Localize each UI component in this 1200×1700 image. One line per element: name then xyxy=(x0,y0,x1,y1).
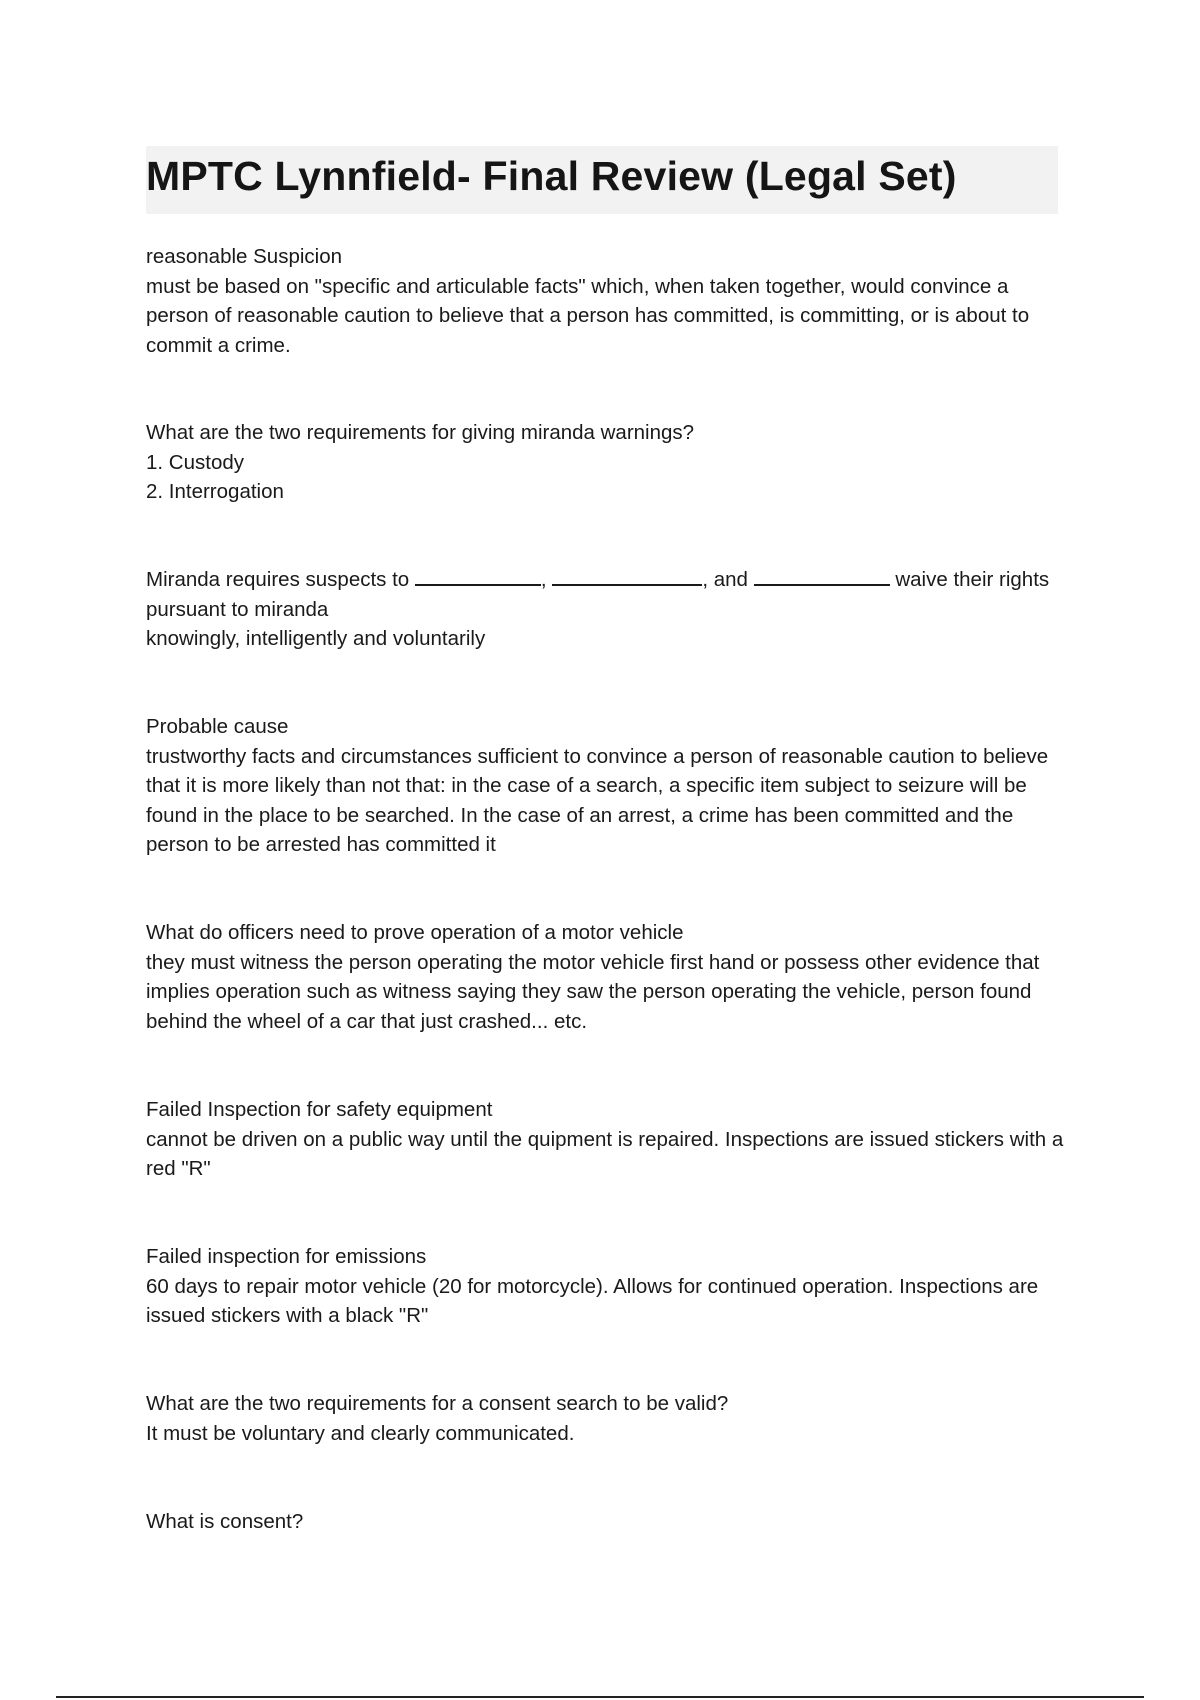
card-term-text: , xyxy=(540,568,547,591)
card-term: What do officers need to prove operation of a motor vehicle xyxy=(146,921,684,944)
card-definition-item: 1. Custody xyxy=(146,450,244,474)
flashcard-operation-of-vehicle xyxy=(146,918,1066,1036)
fill-in-blank xyxy=(552,565,702,586)
flashcard-consent-search xyxy=(146,1389,1066,1448)
card-term: What is consent? xyxy=(146,1510,304,1533)
card-definition: trustworthy facts and circumstances sufficient to convince a person of reasonable caution to believe that it is more likely than not that: in the case of a search, a specific item subject to seizure will be found in the place to be searched. In the case of an arrest, a crime has been committed and the person to be arrested has committed it xyxy=(146,744,1049,856)
page-footer-divider xyxy=(56,1696,1144,1698)
page-title-banner xyxy=(146,146,1058,214)
card-term: What are the two requirements for giving miranda warnings? xyxy=(146,421,695,444)
card-definition: must be based on "specific and articulable facts" which, when taken together, would convince a person of reasonable caution to believe that a person has committed, is committing, or is about to commit a crime. xyxy=(146,274,1030,357)
card-term: What are the two requirements for a consent search to be valid? xyxy=(146,1392,729,1415)
card-term xyxy=(146,565,1066,624)
card-term-text: , and xyxy=(702,568,748,591)
card-definition: cannot be driven on a public way until the quipment is repaired. Inspections are issued stickers with a red "R" xyxy=(146,1127,1064,1180)
card-definition: 60 days to repair motor vehicle (20 for motorcycle). Allows for continued operation. Inspections are issued stickers with a black "R" xyxy=(146,1274,1039,1327)
flashcard-reasonable-suspicion xyxy=(146,242,1066,360)
flashcard-probable-cause xyxy=(146,712,1066,860)
card-definition-item: 2. Interrogation xyxy=(146,480,284,503)
card-term: Probable cause xyxy=(146,715,289,738)
flashcard-miranda-waiver xyxy=(146,565,1066,654)
fill-in-blank xyxy=(754,565,890,586)
card-term: reasonable Suspicion xyxy=(146,245,343,268)
flashcard-what-is-consent xyxy=(146,1507,1066,1537)
card-term-text: waive their rights pursuant to miranda xyxy=(146,568,1050,621)
flashcard-miranda-requirements xyxy=(146,418,1066,507)
card-definition: It must be voluntary and clearly communicated. xyxy=(146,1421,575,1445)
card-definition: they must witness the person operating the motor vehicle first hand or possess other evidence that implies operation such as witness saying they saw the person operating the vehicle, person found behind the wheel of a car that just crashed... etc. xyxy=(146,950,1040,1033)
page-title: MPTC Lynnfield- Final Review (Legal Set) xyxy=(146,153,957,199)
flashcard-failed-emissions-inspection xyxy=(146,1242,1066,1331)
card-term: Failed inspection for emissions xyxy=(146,1245,427,1268)
card-term: Failed Inspection for safety equipment xyxy=(146,1098,493,1121)
card-definition: knowingly, intelligently and voluntarily xyxy=(146,627,486,650)
fill-in-blank xyxy=(415,565,541,586)
card-term-text: Miranda requires suspects to xyxy=(146,568,410,591)
flashcard-failed-safety-inspection xyxy=(146,1095,1066,1184)
